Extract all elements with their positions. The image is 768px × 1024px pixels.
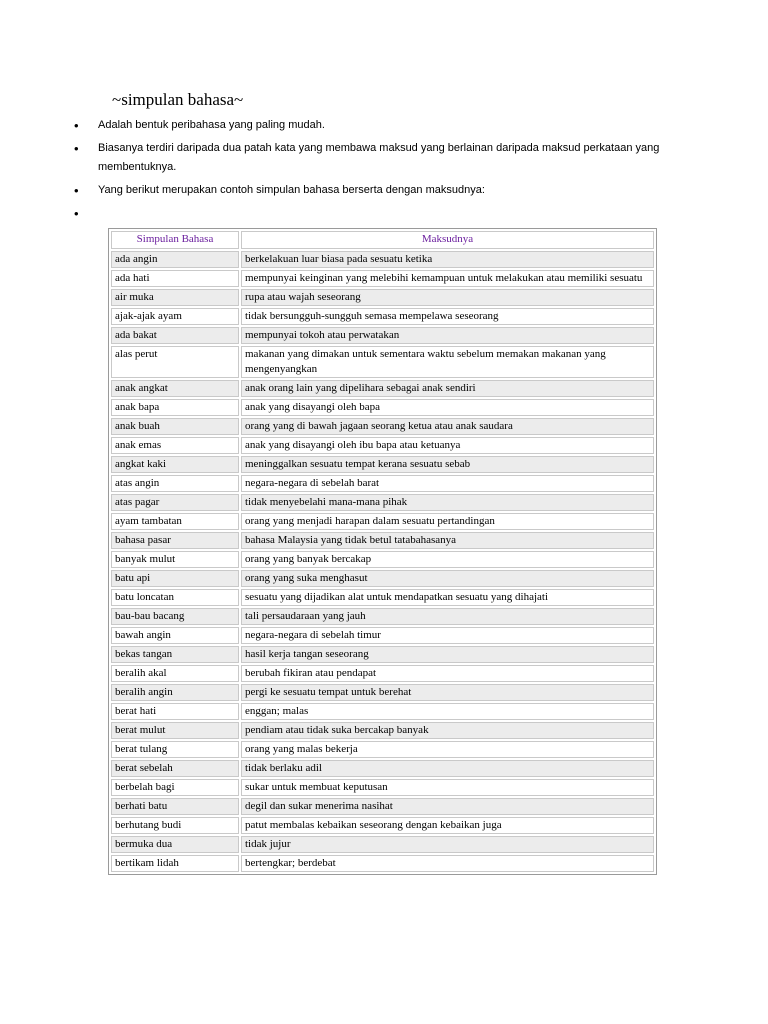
table-row <box>111 836 654 853</box>
bullet-item: • Biasanya terdiri daripada dua patah kata yang membawa maksud yang berlainan daripada maksud perkataan yang membentuknya. <box>72 139 672 177</box>
maksud-cell: tidak bersungguh-sungguh semasa mempelawa seseorang <box>241 308 654 325</box>
table-row <box>111 855 654 872</box>
simpulan-cell: bekas tangan <box>111 646 239 663</box>
simpulan-cell: berhati batu <box>111 798 239 815</box>
column-header-maksud: Maksudnya <box>241 231 654 249</box>
table-row <box>111 251 654 268</box>
table-row <box>111 798 654 815</box>
table-row <box>111 270 654 287</box>
maksud-cell: anak orang lain yang dipelihara sebagai anak sendiri <box>241 380 654 397</box>
maksud-cell: bahasa Malaysia yang tidak betul tatabahasanya <box>241 532 654 549</box>
table-row <box>111 665 654 682</box>
table-row <box>111 760 654 777</box>
maksud-cell: degil dan sukar menerima nasihat <box>241 798 654 815</box>
maksud-cell: makanan yang dimakan untuk sementara waktu sebelum memakan makanan yang mengenyangkan <box>241 346 654 378</box>
table-row <box>111 779 654 796</box>
bullet-item: • Yang berikut merupakan contoh simpulan bahasa berserta dengan maksudnya: <box>72 181 672 200</box>
simpulan-cell: anak buah <box>111 418 239 435</box>
simpulan-cell: berat mulut <box>111 722 239 739</box>
maksud-cell: berubah fikiran atau pendapat <box>241 665 654 682</box>
simpulan-cell: ada bakat <box>111 327 239 344</box>
table-row <box>111 346 654 378</box>
simpulan-cell: ada angin <box>111 251 239 268</box>
simpulan-cell: batu api <box>111 570 239 587</box>
simpulan-cell: bertikam lidah <box>111 855 239 872</box>
simpulan-cell: berat sebelah <box>111 760 239 777</box>
maksud-cell: hasil kerja tangan seseorang <box>241 646 654 663</box>
table-row <box>111 589 654 606</box>
maksud-cell: tali persaudaraan yang jauh <box>241 608 654 625</box>
simpulan-cell: ajak-ajak ayam <box>111 308 239 325</box>
table-row <box>111 475 654 492</box>
simpulan-cell: banyak mulut <box>111 551 239 568</box>
simpulan-cell: bau-bau bacang <box>111 608 239 625</box>
simpulan-cell: air muka <box>111 289 239 306</box>
table-row <box>111 722 654 739</box>
table-row <box>111 570 654 587</box>
table-row <box>111 399 654 416</box>
maksud-cell: orang yang malas bekerja <box>241 741 654 758</box>
simpulan-cell: anak angkat <box>111 380 239 397</box>
table-row <box>111 684 654 701</box>
simpulan-bahasa-table <box>108 228 657 875</box>
maksud-cell: orang yang di bawah jagaan seorang ketua atau anak saudara <box>241 418 654 435</box>
simpulan-cell: beralih akal <box>111 665 239 682</box>
maksud-cell: orang yang menjadi harapan dalam sesuatu pertandingan <box>241 513 654 530</box>
table-row <box>111 380 654 397</box>
page-title: ~simpulan bahasa~ <box>112 90 244 109</box>
table-row <box>111 513 654 530</box>
simpulan-cell: berat tulang <box>111 741 239 758</box>
maksud-cell: orang yang suka menghasut <box>241 570 654 587</box>
maksud-cell: tidak menyebelahi mana-mana pihak <box>241 494 654 511</box>
simpulan-cell: alas perut <box>111 346 239 378</box>
simpulan-cell: atas angin <box>111 475 239 492</box>
simpulan-cell: atas pagar <box>111 494 239 511</box>
table-row <box>111 532 654 549</box>
maksud-cell: enggan; malas <box>241 703 654 720</box>
maksud-cell: bertengkar; berdebat <box>241 855 654 872</box>
table-header-row <box>111 231 654 249</box>
maksud-cell: pendiam atau tidak suka bercakap banyak <box>241 722 654 739</box>
bullet-item: • Adalah bentuk peribahasa yang paling mudah. <box>72 116 672 135</box>
table-row <box>111 418 654 435</box>
table-row <box>111 627 654 644</box>
maksud-cell: tidak jujur <box>241 836 654 853</box>
table-row <box>111 551 654 568</box>
simpulan-cell: bahasa pasar <box>111 532 239 549</box>
simpulan-cell: anak emas <box>111 437 239 454</box>
simpulan-cell: berat hati <box>111 703 239 720</box>
simpulan-cell: anak bapa <box>111 399 239 416</box>
maksud-cell: negara-negara di sebelah barat <box>241 475 654 492</box>
maksud-cell: patut membalas kebaikan seseorang dengan kebaikan juga <box>241 817 654 834</box>
simpulan-cell: bawah angin <box>111 627 239 644</box>
maksud-cell: berkelakuan luar biasa pada sesuatu ketika <box>241 251 654 268</box>
simpulan-cell: batu loncatan <box>111 589 239 606</box>
column-header-simpulan: Simpulan Bahasa <box>111 231 239 249</box>
maksud-cell: mempunyai tokoh atau perwatakan <box>241 327 654 344</box>
table-row <box>111 608 654 625</box>
table-row <box>111 817 654 834</box>
table-row <box>111 703 654 720</box>
simpulan-cell: ada hati <box>111 270 239 287</box>
table-row <box>111 494 654 511</box>
maksud-cell: negara-negara di sebelah timur <box>241 627 654 644</box>
maksud-cell: sukar untuk membuat keputusan <box>241 779 654 796</box>
maksud-cell: mempunyai keinginan yang melebihi kemampuan untuk melakukan atau memiliki sesuatu <box>241 270 654 287</box>
maksud-cell: sesuatu yang dijadikan alat untuk mendapatkan sesuatu yang dihajati <box>241 589 654 606</box>
simpulan-cell: berhutang budi <box>111 817 239 834</box>
table-row <box>111 289 654 306</box>
maksud-cell: anak yang disayangi oleh bapa <box>241 399 654 416</box>
table-row <box>111 327 654 344</box>
table-row <box>111 437 654 454</box>
table-row <box>111 741 654 758</box>
simpulan-cell: angkat kaki <box>111 456 239 473</box>
table-row <box>111 308 654 325</box>
maksud-cell: rupa atau wajah seseorang <box>241 289 654 306</box>
table-row <box>111 456 654 473</box>
bullet-item-empty <box>72 204 672 223</box>
maksud-cell: meninggalkan sesuatu tempat kerana sesuatu sebab <box>241 456 654 473</box>
maksud-cell: anak yang disayangi oleh ibu bapa atau ketuanya <box>241 437 654 454</box>
table-row <box>111 646 654 663</box>
maksud-cell: tidak berlaku adil <box>241 760 654 777</box>
simpulan-cell: ayam tambatan <box>111 513 239 530</box>
intro-bullet-list <box>72 116 672 227</box>
simpulan-cell: berbelah bagi <box>111 779 239 796</box>
maksud-cell: pergi ke sesuatu tempat untuk berehat <box>241 684 654 701</box>
maksud-cell: orang yang banyak bercakap <box>241 551 654 568</box>
simpulan-cell: beralih angin <box>111 684 239 701</box>
simpulan-cell: bermuka dua <box>111 836 239 853</box>
